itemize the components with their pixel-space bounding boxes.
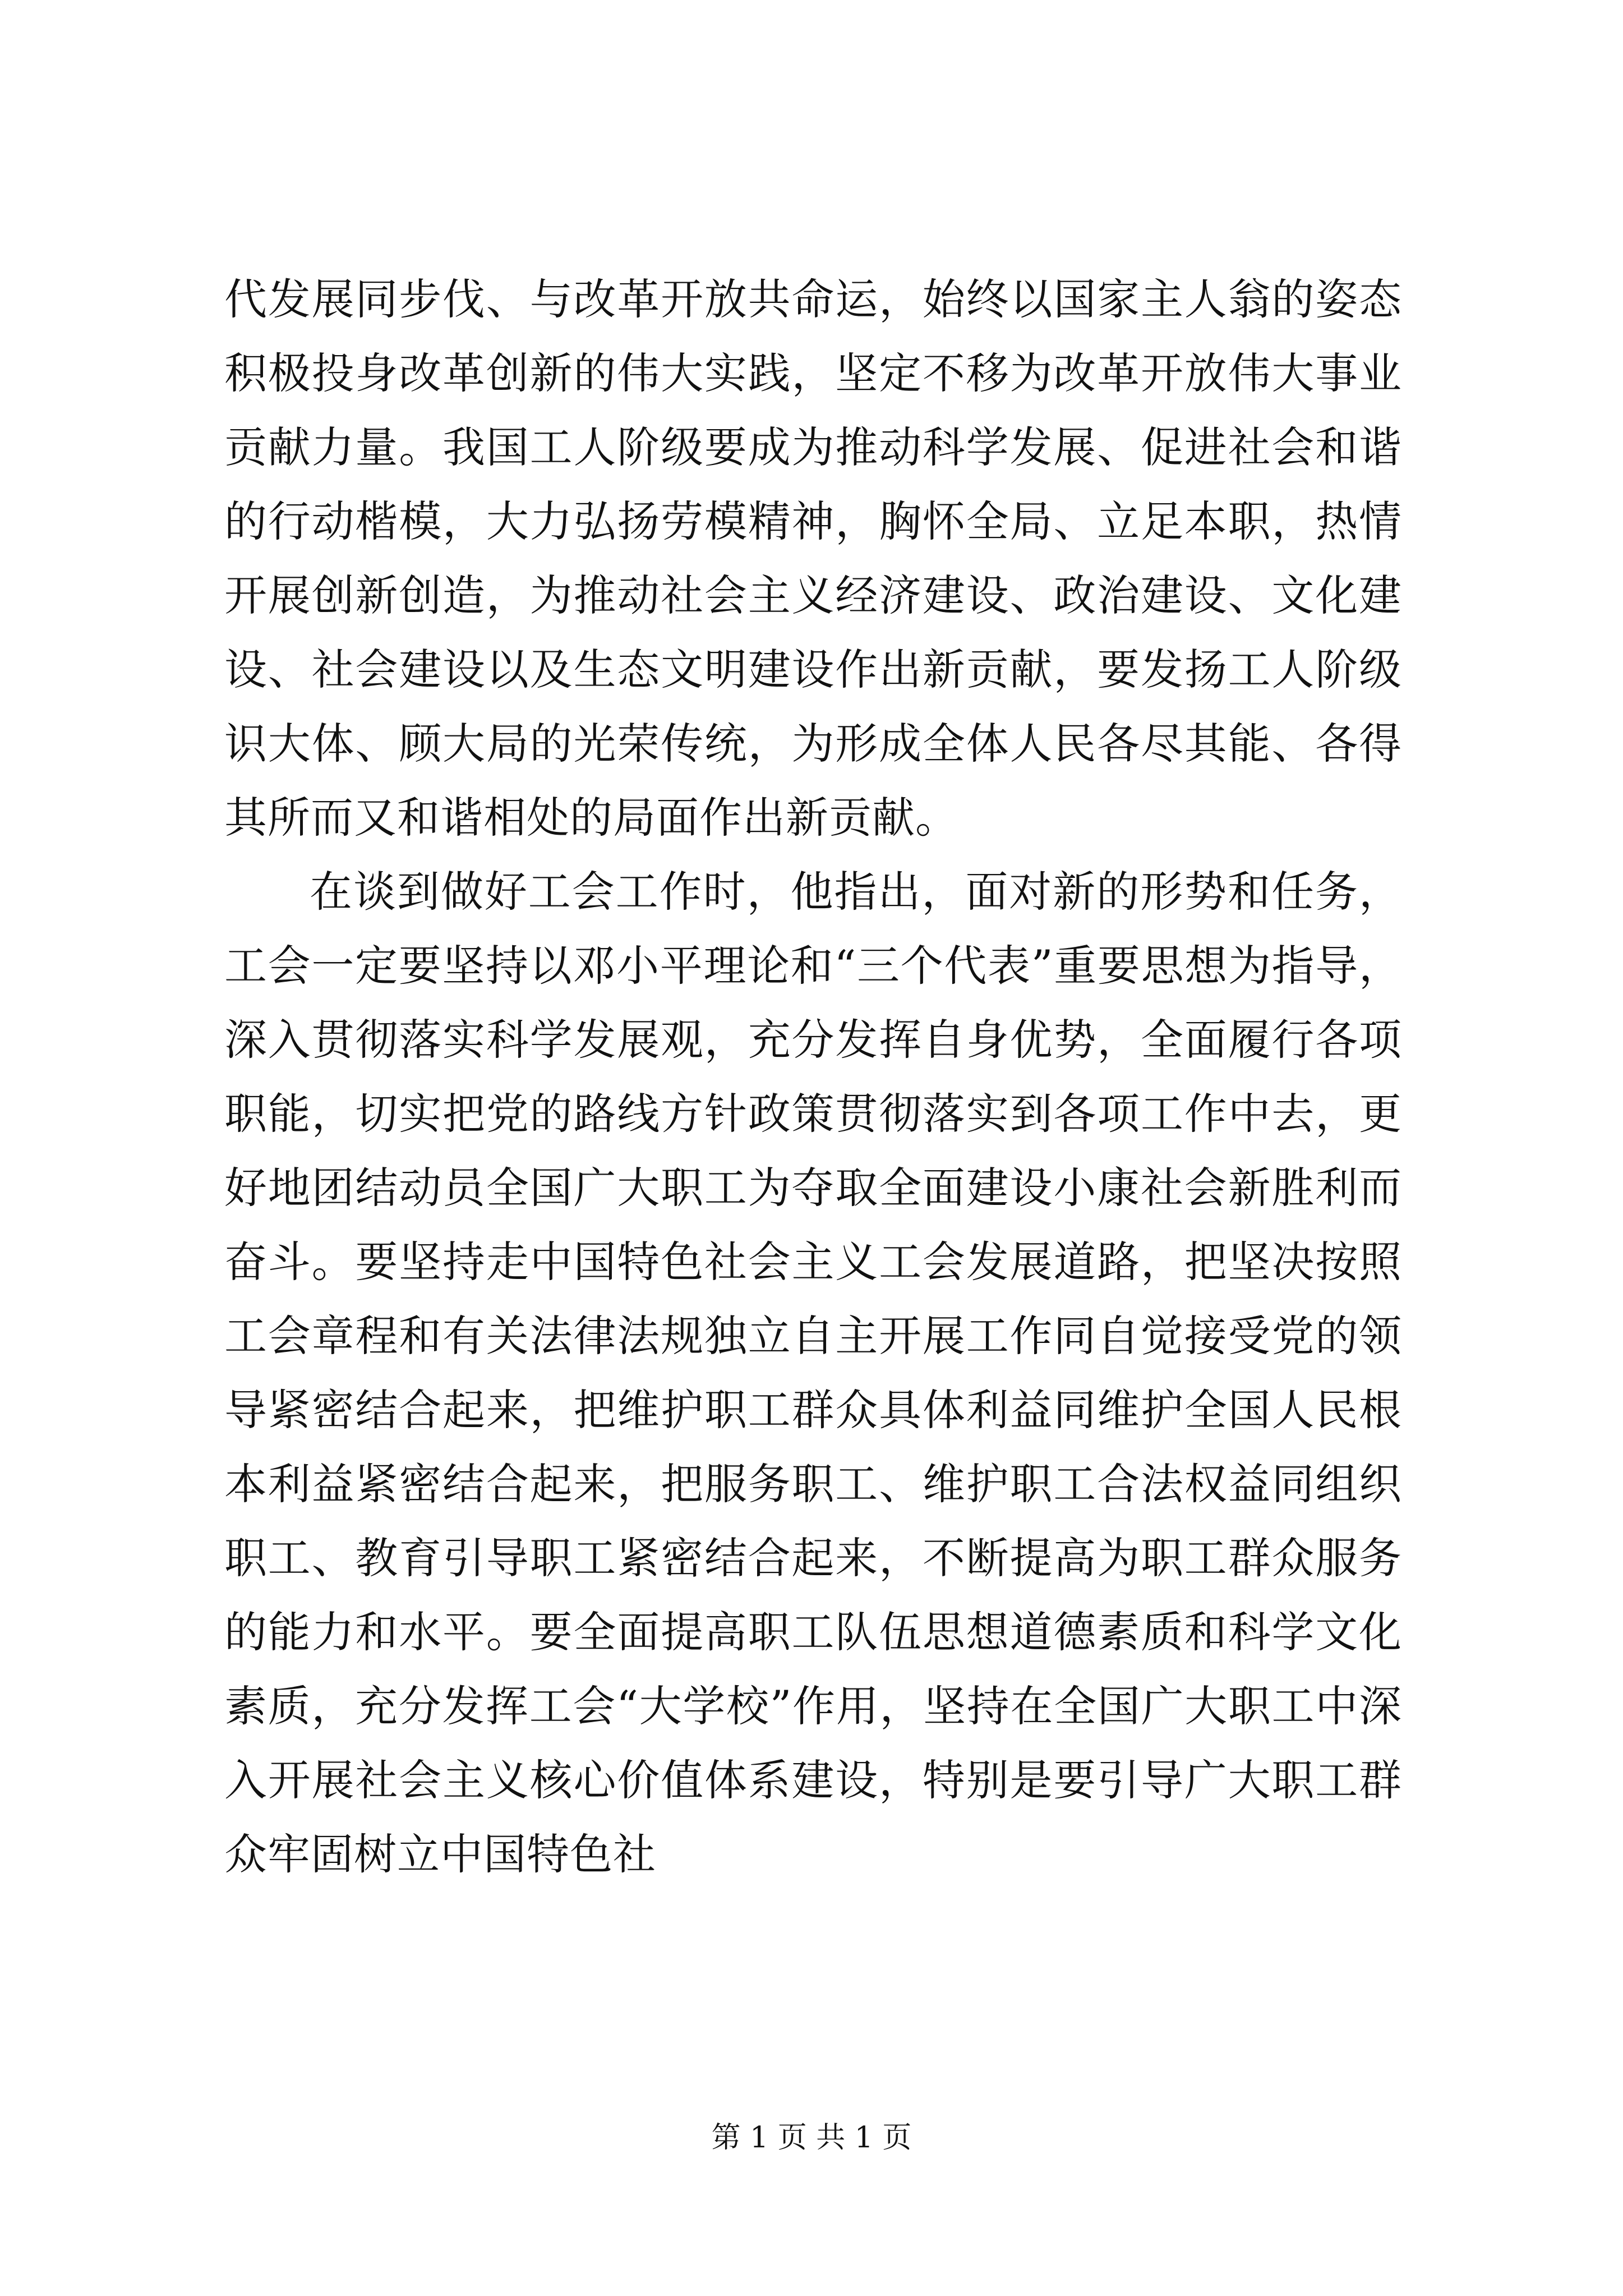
- paragraph-1: 代发展同步伐、与改革开放共命运，始终以国家主人翁的姿态积极投身改革创新的伟大实践，坚定不移为改革开放伟大事业贡献力量。我国工人阶级要成为推动科学发展、促进社会和谐的行动楷模，大力弘扬劳模精神，胸怀全局、立足本职，热情开展创新创造，为推动社会主义经济建设、政治建设、文化建设、社会建设以及生态文明建设作出新贡献，要发扬工人阶级识大体、顾大局的光荣传统，为形成全体人民各尽其能、各得其所而又和谐相处的局面作出新贡献。: [224, 274, 1402, 843]
- paragraph-2: 在谈到做好工会工作时，他指出，面对新的形势和任务，工会一定要坚持以邓小平理论和“三个代表”重要思想为指导，深入贯彻落实科学发展观，充分发挥自身优势，全面履行各项职能，切实把党的路线方针政策贯彻落实到各项工作中去，更好地团结动员全国广大职工为夺取全面建设小康社会新胜利而奋斗。要坚持走中国特色社会主义工会发展道路，把坚决按照工会章程和有关法律法规独立自主开展工作同自觉接受党的领导紧密结合起来，把维护职工群众具体利益同维护全国人民根本利益紧密结合起来，把服务职工、维护职工合法权益同组织职工、教育引导职工紧密结合起来，不断提高为职工群众服务的能力和水平。要全面提高职工队伍思想道德素质和科学文化素质，充分发挥工会“大学校”作用，坚持在全国广大职工中深入开展社会主义核心价值体系建设，特别是要引导广大职工群众牢固树立中国特色社: [224, 867, 1402, 1879]
- page-footer: 第 1 页 共 1 页: [711, 2121, 912, 2155]
- document-body: [224, 263, 1402, 1892]
